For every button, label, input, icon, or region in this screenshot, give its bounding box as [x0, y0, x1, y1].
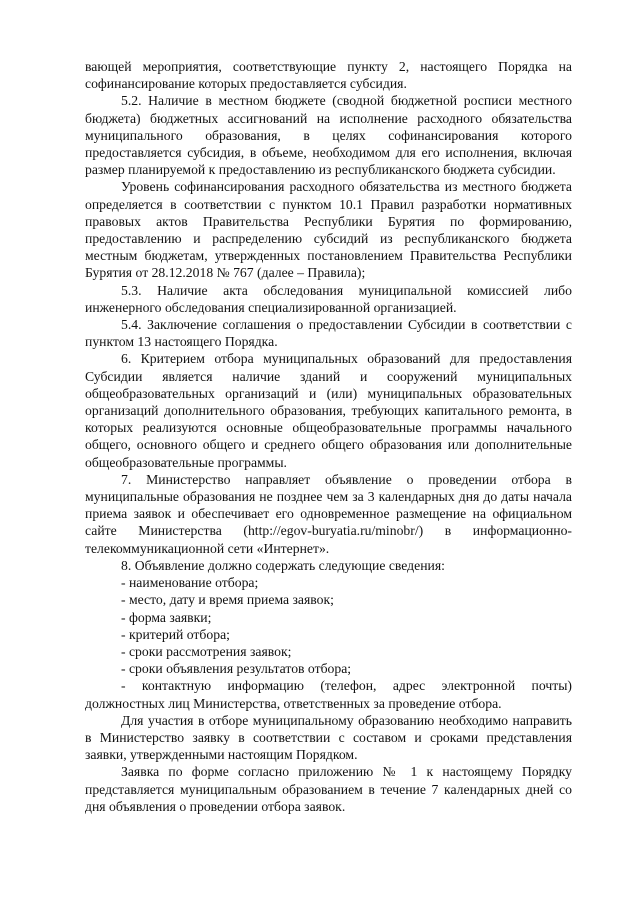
paragraph-participation: Для участия в отборе муниципальному образованию необходимо направить в Министерство заявку в соответствии с составом и сроками представления заявки, утвержденными настоящим Порядком. — [85, 712, 572, 763]
list-item: - сроки объявления результатов отбора; — [121, 661, 352, 677]
paragraph-7: 7. Министерство направляет объявление о проведении отбора в муниципальные образования не позднее чем за 3 календарных дня до даты начала приема заявок и обеспечивает его одновременное размещение на официальном сайте Министерства (http://egov-buryatia.ru/minobr/) в информационно-телекоммуникационной сети «Интернет». — [85, 471, 572, 556]
list-item: - критерий отбора; — [121, 626, 230, 642]
list-item: - место, дату и время приема заявок; — [121, 592, 334, 608]
paragraph-application: Заявка по форме согласно приложению № 1 к настоящему Порядку представляется муниципальным образованием в течение 7 календарных дней со дня объявления о проведении отбора заявок. — [85, 764, 572, 814]
paragraph-continuation: вающей мероприятия, соответствующие пункту 2, настоящего Порядка на софинансирование которых предоставляется субсидия. — [85, 59, 572, 92]
paragraph-5-2: 5.2. Наличие в местном бюджете (сводной бюджетной росписи местного бюджета) бюджетных ассигнований на исполнение расходного обязательства муниципального образования, в целях софинансирования которого предоставляется субсидия, в объеме, необходимом для его исполнения, включая размер планируемой к предоставлению из республиканского бюджета субсидии. — [85, 93, 572, 178]
list-item: - сроки рассмотрения заявок; — [121, 643, 292, 659]
paragraph-cofinancing-level: Уровень софинансирования расходного обязательства из местного бюджета определяется в соответствии с пунктом 10.1 Правил разработки нормативных правовых актов Правительства Республики Бурятия по формированию, предоставлению и распределению субсидий из республиканского бюджета местным бюджетам, утвержденных постановлением Правительства Республики Бурятия от 28.12.2018 № 767 (далее – Правила); — [85, 179, 572, 281]
document-page — [85, 58, 572, 815]
list-item: - наименование отбора; — [121, 575, 259, 591]
paragraph-8: 8. Объявление должно содержать следующие сведения: — [121, 557, 445, 573]
paragraph-5-3: 5.3. Наличие акта обследования муниципальной комиссией либо инженерного обследования специализированной организацией. — [85, 282, 572, 315]
paragraph-6: 6. Критерием отбора муниципальных образований для предоставления Субсидии является наличие зданий и сооружений муниципальных общеобразовательных организаций и (или) муниципальных образовательных организаций дополнительного образования, требующих капитального ремонта, в которых реализуются основные общеобразовательные программы начального общего, основного общего и среднего общего образования или дополнительные общеобразовательные программы. — [85, 351, 572, 470]
paragraph-5-4: 5.4. Заключение соглашения о предоставлении Субсидии в соответствии с пунктом 13 настоящего Порядка. — [85, 317, 572, 350]
list-item: - контактную информацию (телефон, адрес электронной почты) должностных лиц Министерства, ответственных за проведение отбора. — [85, 678, 572, 711]
list-item: - форма заявки; — [121, 609, 212, 625]
